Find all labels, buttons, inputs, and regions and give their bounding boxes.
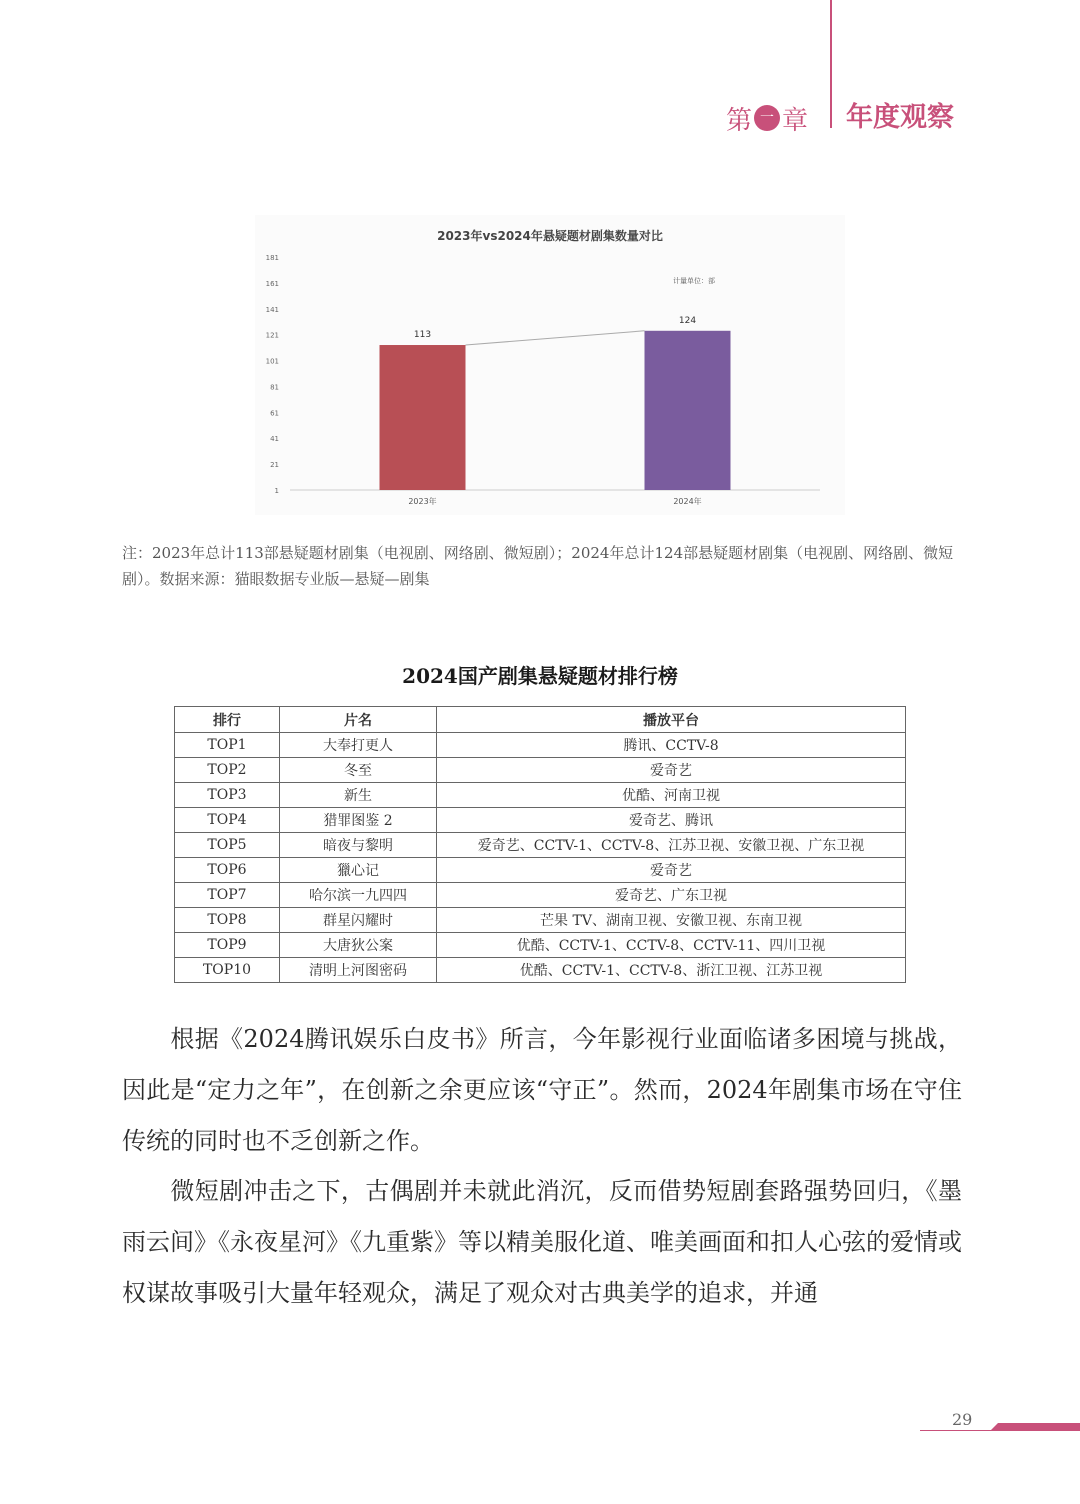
chapter-number-badge: 一 xyxy=(754,105,780,131)
cell-title: 清明上河图密码 xyxy=(280,958,437,983)
cell-platform: 爱奇艺 xyxy=(437,858,906,883)
section-title: 年度观察 xyxy=(846,102,954,133)
page-number-line xyxy=(920,1430,1000,1431)
table-row xyxy=(175,733,906,758)
y-tick-label: 81 xyxy=(270,383,279,392)
y-tick-label: 21 xyxy=(270,461,279,470)
cell-title: 群星闪耀时 xyxy=(280,908,437,933)
cell-rank: TOP5 xyxy=(175,833,280,858)
table-row xyxy=(175,883,906,908)
cell-title: 大奉打更人 xyxy=(280,733,437,758)
chart-note: 注：2023年总计113部悬疑题材剧集（电视剧、网络剧、微短剧）；2024年总计124部悬疑题材剧集（电视剧、网络剧、微短剧）。数据来源：猫眼数据专业版—悬疑—剧集 xyxy=(122,544,954,588)
cell-rank: TOP7 xyxy=(175,883,280,908)
body-paragraph-1-text: 根据《2024腾讯娱乐白皮书》所言，今年影视行业面临诸多困境与挑战，因此是“定力之年”，在创新之余更应该“守正”。然而，2024年剧集市场在守住传统的同时也不乏创新之作。 xyxy=(122,1025,962,1155)
bar xyxy=(380,345,466,490)
chart-title: 2023年vs2024年悬疑题材剧集数量对比 xyxy=(437,229,663,243)
cell-platform: 爱奇艺、CCTV-1、CCTV-8、江苏卫视、安徽卫视、广东卫视 xyxy=(437,833,906,858)
body-paragraph-2-text: 微短剧冲击之下，古偶剧并未就此消沉，反而借势短剧套路强势回归，《墨雨云间》《永夜星河》《九重紫》等以精美服化道、唯美画面和扣人心弦的爱情或权谋故事吸引大量年轻观众，满足了观众对古典美学的追求，并通 xyxy=(122,1177,962,1307)
header-title: 片名 xyxy=(280,707,437,733)
cell-platform: 腾讯、CCTV-8 xyxy=(437,733,906,758)
x-tick-label: 2023年 xyxy=(408,497,437,506)
y-tick-label: 41 xyxy=(270,435,279,444)
cell-rank: TOP1 xyxy=(175,733,280,758)
bar-chart xyxy=(255,215,845,515)
ranking-title: 2024国产剧集悬疑题材排行榜 xyxy=(402,664,678,688)
header-platform: 播放平台 xyxy=(437,707,906,733)
cell-platform: 爱奇艺、腾讯 xyxy=(437,808,906,833)
cell-rank: TOP3 xyxy=(175,783,280,808)
chapter-suffix: 章 xyxy=(782,105,809,136)
cell-platform: 优酷、CCTV-1、CCTV-8、浙江卫视、江苏卫视 xyxy=(437,958,906,983)
table-row xyxy=(175,858,906,883)
bar-data-label: 124 xyxy=(678,315,697,326)
table-header-row xyxy=(175,707,906,733)
cell-rank: TOP8 xyxy=(175,908,280,933)
cell-platform: 优酷、河南卫视 xyxy=(437,783,906,808)
y-tick-label: 61 xyxy=(270,409,279,418)
table-row xyxy=(175,833,906,858)
x-tick-label: 2024年 xyxy=(673,497,702,506)
page-number: 29 xyxy=(952,1410,973,1429)
y-tick-label: 1 xyxy=(274,487,279,495)
cell-rank: TOP9 xyxy=(175,933,280,958)
body-paragraph-2 xyxy=(122,1166,962,1319)
table-row xyxy=(175,758,906,783)
table-row xyxy=(175,933,906,958)
y-tick-label: 121 xyxy=(265,331,279,340)
page-number-bar xyxy=(990,1423,1080,1431)
cell-rank: TOP6 xyxy=(175,858,280,883)
cell-rank: TOP10 xyxy=(175,958,280,983)
header-rank: 排行 xyxy=(175,707,280,733)
table-row xyxy=(175,808,906,833)
cell-platform: 爱奇艺 xyxy=(437,758,906,783)
chapter-label xyxy=(726,100,808,136)
bar xyxy=(645,331,731,490)
y-tick-label: 181 xyxy=(265,254,279,262)
cell-title: 大唐狄公案 xyxy=(280,933,437,958)
cell-rank: TOP4 xyxy=(175,808,280,833)
cell-title: 新生 xyxy=(280,783,437,808)
table-row xyxy=(175,908,906,933)
trend-line xyxy=(466,331,645,345)
cell-title: 獵心记 xyxy=(280,858,437,883)
chart-unit-label: 计量单位：部 xyxy=(673,277,715,285)
body-paragraph-1 xyxy=(122,1014,962,1167)
bar-data-label: 113 xyxy=(413,330,432,341)
chapter-prefix: 第 xyxy=(726,105,753,136)
cell-title: 猎罪图鉴 2 xyxy=(280,808,437,833)
cell-title: 哈尔滨一九四四 xyxy=(280,883,437,908)
cell-title: 暗夜与黎明 xyxy=(280,833,437,858)
cell-platform: 爱奇艺、广东卫视 xyxy=(437,883,906,908)
cell-platform: 芒果 TV、湖南卫视、安徽卫视、东南卫视 xyxy=(437,908,906,933)
ranking-table xyxy=(174,706,906,983)
bar-chart-svg xyxy=(255,215,845,515)
y-tick-label: 101 xyxy=(265,357,279,366)
y-tick-label: 161 xyxy=(265,279,279,288)
header-divider-line xyxy=(830,0,832,128)
cell-rank: TOP2 xyxy=(175,758,280,783)
cell-platform: 优酷、CCTV-1、CCTV-8、CCTV-11、四川卫视 xyxy=(437,933,906,958)
cell-title: 冬至 xyxy=(280,758,437,783)
table-row xyxy=(175,958,906,983)
y-tick-label: 141 xyxy=(265,305,279,314)
table-row xyxy=(175,783,906,808)
